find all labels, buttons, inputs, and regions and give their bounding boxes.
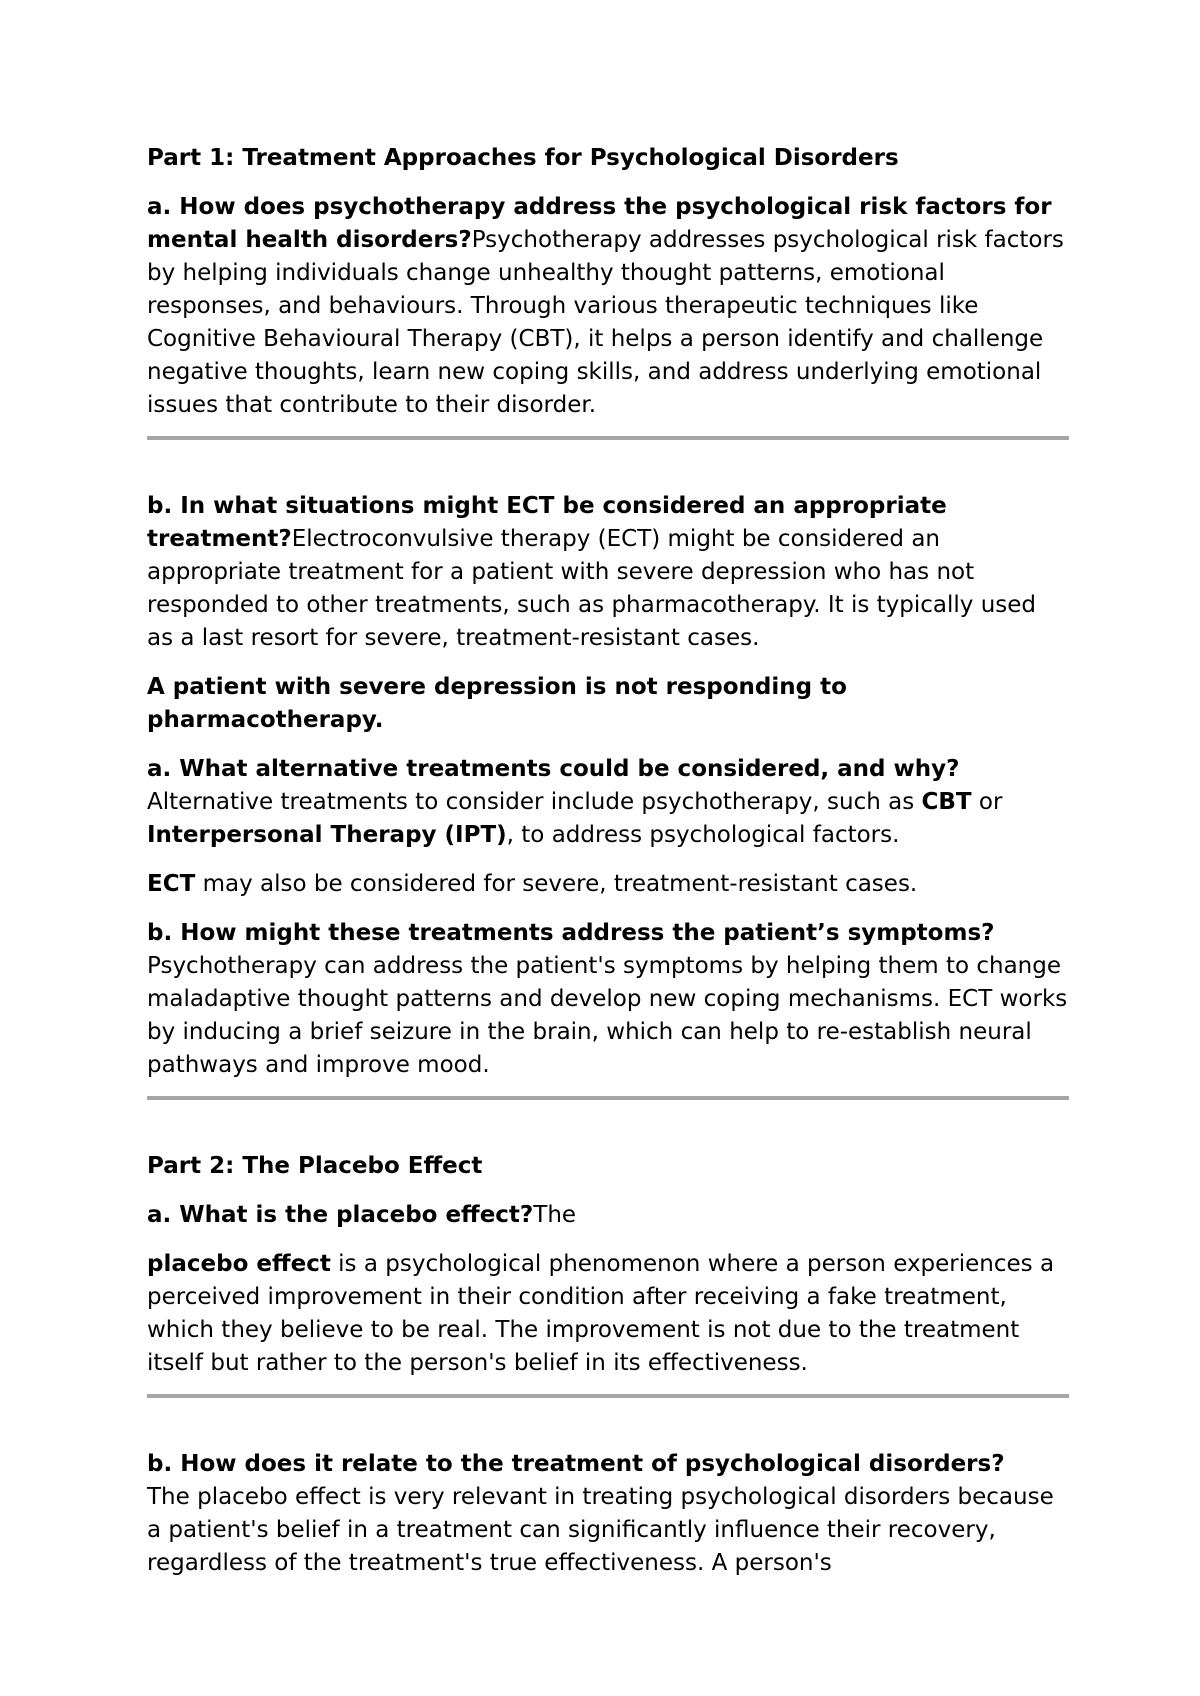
- ipt-term: Interpersonal Therapy (IPT): [147, 822, 507, 848]
- scenario-statement: A patient with severe depression is not responding to pharmacotherapy.: [147, 674, 847, 733]
- placebo-effect-term: placebo effect: [147, 1251, 331, 1277]
- part1-qa-paragraph: [147, 191, 1069, 422]
- ect-term: ECT: [147, 871, 196, 897]
- part1-qb-question: b. In what situations might ECT be considered an appropriate treatment?: [147, 493, 947, 552]
- scenario-qb-answer: Psychotherapy can address the patient's symptoms by helping them to change maladaptive thought patterns and develop new coping mechanisms. ECT works by inducing a brief seizure in the brain, which can help to re-establish neural pathways and improve mood.: [147, 953, 1068, 1078]
- horizontal-divider: [147, 1096, 1069, 1100]
- horizontal-divider: [147, 436, 1069, 440]
- ect-text: may also be considered for severe, treatment-resistant cases.: [195, 871, 918, 897]
- part2-qb-answer: The placebo effect is very relevant in treating psychological disorders because a patient's belief in a treatment can significantly influence their recovery, regardless of the treatment's true effectiveness. A person's: [147, 1484, 1054, 1576]
- part1-qb-paragraph: [147, 490, 1069, 655]
- part2-qa-answer: is a psychological phenomenon where a person experiences a perceived improvement in their condition after receiving a fake treatment, which they believe to be real. The improvement is not due to the treatment itself but rather to the person's belief in its effectiveness.: [147, 1251, 1055, 1376]
- part2-qb-paragraph: [147, 1448, 1069, 1580]
- part1-qa-question: a. How does psychotherapy address the psychological risk factors for mental health disorders?: [147, 194, 1052, 253]
- part2-heading: Part 2: The Placebo Effect: [147, 1153, 483, 1179]
- part2-qa-question-line: [147, 1199, 1069, 1232]
- or-text: or: [971, 789, 1003, 815]
- part1-heading: Part 1: Treatment Approaches for Psychological Disorders: [147, 145, 899, 171]
- scenario-qa-question: a. What alternative treatments could be considered, and why?: [147, 756, 960, 782]
- part2-qa-question: a. What is the placebo effect?: [147, 1202, 534, 1228]
- part2-qa-paragraph: [147, 1248, 1069, 1380]
- scenario-qa-answer-end: , to address psychological factors.: [506, 822, 900, 848]
- scenario-qa-paragraph: [147, 753, 1069, 852]
- scenario-qb-question: b. How might these treatments address the patient’s symptoms?: [147, 920, 995, 946]
- part1-qa-answer: Psychotherapy addresses psychological risk factors by helping individuals change unhealthy thought patterns, emotional responses, and behaviours. Through various therapeutic techniques like Cognitive Behavioural Therapy (CBT), it helps a person identify and challenge negative thoughts, learn new coping skills, and address underlying emotional issues that contribute to their disorder.: [147, 227, 1064, 418]
- part2-qa-answer-start: The: [533, 1202, 577, 1228]
- horizontal-divider: [147, 1394, 1069, 1398]
- part2-qb-question: b. How does it relate to the treatment of psychological disorders?: [147, 1451, 1005, 1477]
- ect-paragraph: [147, 868, 1069, 901]
- cbt-term: CBT: [921, 789, 972, 815]
- part1-qb-answer: Electroconvulsive therapy (ECT) might be considered an appropriate treatment for a patient with severe depression who has not responded to other treatments, such as pharmacotherapy. It is typically used as a last resort for severe, treatment-resistant cases.: [147, 526, 1037, 651]
- scenario-qb-paragraph: [147, 917, 1069, 1082]
- document-page: [147, 142, 1069, 1580]
- scenario-qa-answer-start: Alternative treatments to consider include psychotherapy, such as: [147, 789, 922, 815]
